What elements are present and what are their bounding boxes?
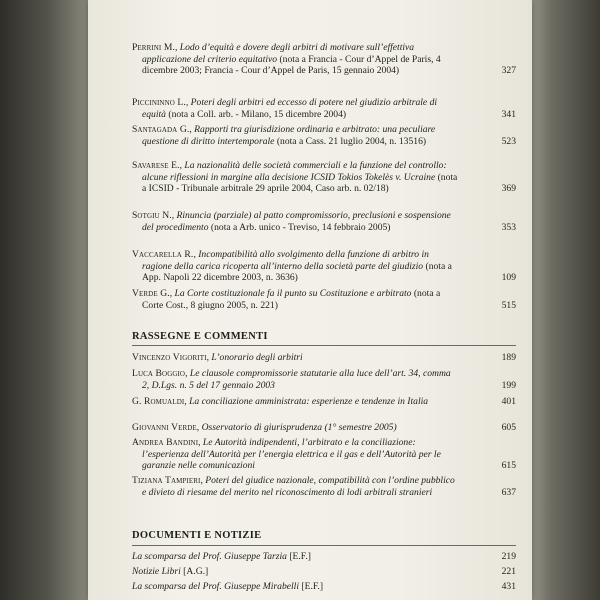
index-entry <box>132 475 516 498</box>
page-number: 199 <box>501 379 516 391</box>
entry-title: La nazionalità delle società commerciali e la funzione del controllo: alcune riflessioni in margine alla decisione ICSID Tokios Tokelès v. Ucraine <box>142 160 447 183</box>
index-entry <box>132 249 516 284</box>
index-entry <box>132 437 516 472</box>
entry-text: Sotgiu N., Rinuncia (parziale) al patto compromissorio, preclusioni e sospensione del procedimento (nota a Arb. unico - Treviso, 14 febbraio 2005) <box>132 210 451 233</box>
section-heading-documenti: DOCUMENTI E NOTIZIE <box>132 530 262 541</box>
index-entry <box>132 160 516 195</box>
entry-text: Giovanni Verde, Osservatorio di giurisprudenza (1° semestre 2005) <box>132 422 397 433</box>
page-number: 109 <box>501 272 516 284</box>
index-entry <box>132 124 516 147</box>
page-number: 401 <box>501 396 516 407</box>
index-entry <box>132 368 516 391</box>
entry-title: L’onorario degli arbitri <box>211 352 303 363</box>
entry-author: Vaccarella R. <box>132 249 194 260</box>
page-number: 189 <box>501 352 516 363</box>
entry-text: Perrini M., Lodo d’equità e dovere degli arbitri di motivare sull’effettiva applicazione del criterio equitativo (nota a Francia - Cour d’Appel de Paris, 4 dicembre 2003; Francia - Cour d’Appel de Paris, 15 gennaio 2004) <box>132 42 441 77</box>
book-binding-shadow <box>0 0 88 600</box>
entry-title: Rinuncia (parziale) al patto compromissorio, preclusioni e sospensione del procedimento <box>142 210 451 233</box>
index-entry <box>132 42 516 77</box>
index-entry <box>132 566 516 578</box>
entry-title: La scomparsa del Prof. Giuseppe Mirabelli <box>132 581 299 592</box>
entry-author: Vincenzo Vigoriti <box>132 352 207 363</box>
entry-title: Poteri degli arbitri ed eccesso di potere nel giudizio arbitrale di equità <box>142 97 438 120</box>
entry-title: Lodo d’equità e dovere degli arbitri di motivare sull’effettiva applicazione del criterio equitativo <box>142 42 415 65</box>
entry-author: Andrea Bandini <box>132 437 199 448</box>
section-rule <box>132 545 516 546</box>
entry-text: Vaccarella R., Incompatibilità allo svolgimento della funzione di arbitro in ragione della carica ricoperta all’interno della società parte del giudizio (nota a App. Napoli 22 dicembre 2003, n. 3636) <box>132 249 452 284</box>
page-number: 515 <box>501 299 516 311</box>
index-entry <box>132 551 516 563</box>
entry-author: Sotgiu N. <box>132 210 172 221</box>
entry-text: Luca Boggio, Le clausole compromissorie statutarie alla luce dell’art. 34, comma 2, D.Lgs. n. 5 del 17 gennaio 2003 <box>132 368 451 391</box>
page-number: 369 <box>501 183 516 195</box>
entry-title: Notizie Libri <box>132 566 181 577</box>
index-entry <box>132 352 516 364</box>
entry-author: Savarese E. <box>132 160 180 171</box>
entry-author: Giovanni Verde <box>132 422 197 433</box>
index-entry <box>132 97 516 120</box>
page-number: 221 <box>501 566 516 577</box>
entry-note: [A.G.] <box>180 566 209 577</box>
entry-author: Santagada G. <box>132 124 190 135</box>
entry-title: Le Autorità indipendenti, l’arbitrato e la conciliazione: l’esperienza dell’Autorità per l’energia elettrica e il gas e dell’Autorità per le garanzie nelle comunicazioni <box>142 437 441 472</box>
page-number: 615 <box>501 460 516 472</box>
page-number: 341 <box>501 108 516 120</box>
entry-note: (nota a Cass. 21 luglio 2004, n. 13516) <box>274 135 427 147</box>
entry-text: Tiziana Tampieri, Poteri del giudice nazionale, compatibilità con l’ordine pubblico e divieto di riesame del merito nel riconoscimento di lodi arbitrali stranieri <box>132 475 455 498</box>
entry-title: Osservatorio di giurisprudenza (1° semestre 2005) <box>201 422 397 433</box>
entry-author: Perrini M. <box>132 42 175 53</box>
page-number: 219 <box>501 551 516 562</box>
entry-title: Poteri del giudice nazionale, compatibilità con l’ordine pubblico e divieto di riesame del merito nel riconoscimento di lodi arbitrali stranieri <box>142 475 455 498</box>
entry-text: Verde G., La Corte costituzionale fa il punto su Costituzione e arbitrato (nota a Corte Cost., 8 giugno 2005, n. 221) <box>132 288 441 311</box>
page-number: 431 <box>501 581 516 592</box>
page-number: 523 <box>501 135 516 147</box>
page-number: 637 <box>501 486 516 498</box>
entry-title: La scomparsa del Prof. Giuseppe Tarzia <box>132 551 287 562</box>
entry-text: G. Romualdi, La conciliazione amministrata: esperienze e tendenze in Italia <box>132 396 429 407</box>
entry-author: Luca Boggio <box>132 368 186 379</box>
section-rule <box>132 345 516 346</box>
entry-author: Verde G. <box>132 288 170 299</box>
entry-author: G. Romualdi <box>132 396 185 407</box>
index-entry <box>132 422 516 434</box>
entry-title: Rapporti tra giurisdizione ordinaria e arbitrato: una peculiare questione di diritto intertemporale <box>142 124 436 147</box>
entry-note: [E.F.] <box>299 581 324 592</box>
entry-text: Piccininno L., Poteri degli arbitri ed eccesso di potere nel giudizio arbitrale di equità (nota a Coll. arb. - Milano, 15 dicembre 2004) <box>132 97 438 120</box>
entry-note: (nota a Francia - Cour d’Appel de Paris, 4 dicembre 2003; Francia - Cour d’Appel de Paris, 15 gennaio 2004) <box>142 53 441 77</box>
section-heading-rassegne: RASSEGNE E COMMENTI <box>132 331 268 342</box>
entry-text <box>132 551 460 563</box>
page-number: 605 <box>501 422 516 433</box>
entry-note: (nota a Arb. unico - Treviso, 14 febbraio 2005) <box>208 221 391 233</box>
page-number: 353 <box>501 221 516 233</box>
entry-note: (nota a Coll. arb. - Milano, 15 dicembre 2004) <box>165 108 347 120</box>
index-entry <box>132 210 516 233</box>
entry-text: Savarese E., La nazionalità delle società commerciali e la funzione del controllo: alcune riflessioni in margine alla decisione ICSID Tokios Tokelès v. Ucraine (nota a ICSID - Tribunale arbitrale 29 aprile 2004, Caso arb. n. 02/18) <box>132 160 458 195</box>
entry-note: (nota a Corte Cost., 8 giugno 2005, n. 221) <box>142 288 441 311</box>
index-entry <box>132 396 516 408</box>
entry-note: [E.F.] <box>286 551 311 562</box>
adjacent-page-edge <box>520 0 600 600</box>
page-number: 327 <box>501 65 516 77</box>
entry-title: La Corte costituzionale fa il punto su Costituzione e arbitrato <box>174 288 412 299</box>
book-page <box>88 0 532 600</box>
entry-text <box>132 566 460 578</box>
entry-title: Incompatibilità allo svolgimento della funzione di arbitro in ragione della carica ricoperta all’interno della società parte del giudizio <box>142 249 429 272</box>
entry-author: Tiziana Tampieri <box>132 475 201 486</box>
index-entry <box>132 288 516 311</box>
index-entry <box>132 581 516 593</box>
entry-text <box>132 581 460 593</box>
entry-text: Andrea Bandini, Le Autorità indipendenti, l’arbitrato e la conciliazione: l’esperienza dell’Autorità per l’energia elettrica e il gas e dell’Autorità per le garanzie nelle comunicazioni <box>132 437 441 472</box>
entry-text: Vincenzo Vigoriti, L’onorario degli arbitri <box>132 352 303 363</box>
entry-text: Santagada G., Rapporti tra giurisdizione ordinaria e arbitrato: una peculiare questione di diritto intertemporale (nota a Cass. 21 luglio 2004, n. 13516) <box>132 124 436 147</box>
entry-title: La conciliazione amministrata: esperienze e tendenze in Italia <box>189 396 429 407</box>
entry-author: Piccininno L. <box>132 97 186 108</box>
entry-note: (nota a App. Napoli 22 dicembre 2003, n. 3636) <box>142 260 452 284</box>
entry-title: Le clausole compromissorie statutarie alla luce dell’art. 34, comma 2, D.Lgs. n. 5 del 17 gennaio 2003 <box>142 368 451 391</box>
entry-note: (nota a ICSID - Tribunale arbitrale 29 aprile 2004, Caso arb. n. 02/18) <box>142 171 458 195</box>
